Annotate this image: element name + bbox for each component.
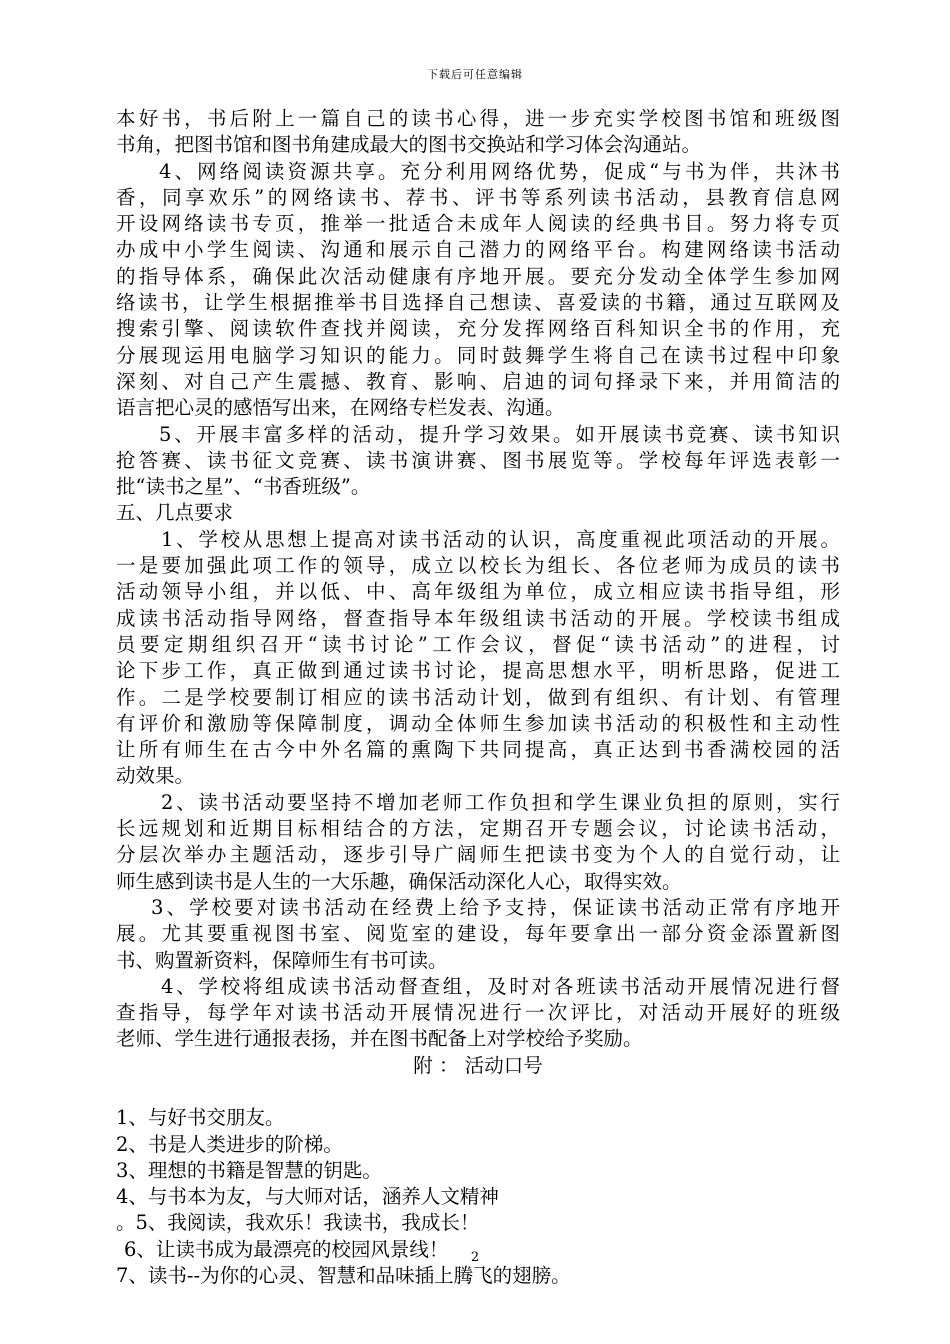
text-line: 语言把心灵的感悟写出来，在网络专栏发表、沟通。: [116, 396, 565, 420]
text-line: 论下步工作，真正做到通过读书讨论，提高思想水平，明析思路，促进工: [116, 659, 840, 683]
slogan-item: 3、理想的书籍是智慧的钥匙。: [116, 1158, 382, 1182]
text-line: 书角，把图书馆和图书角建成最大的图书交换站和学习体会沟通站。: [116, 133, 702, 157]
text-line: 3、学校要对读书活动在经费上给予支持，保证读书活动正常有序地开: [151, 895, 840, 919]
slogan-item: 。5、我阅读，我欢乐！我读书，我成长！: [116, 1211, 480, 1235]
blank-line: [116, 1079, 840, 1105]
text-line: 2、读书活动要坚持不增加老师工作负担和学生课业负担的原则，实行: [161, 790, 840, 814]
text-line: 批“读书之星”、“书香班级”。: [116, 475, 371, 499]
text-line: 附 ： 活动口号: [413, 1053, 543, 1077]
slogan-item: 6、让读书成为最漂亮的校园风景线！: [124, 1237, 449, 1261]
text-line: 作。二是学校要制订相应的读书活动计划，做到有组织、有计划、有管理: [116, 685, 840, 709]
slogan-item: 7、读书--为你的心灵、智慧和品味插上腾飞的翅膀。: [116, 1264, 571, 1288]
text-line: 办成中小学生阅读、沟通和展示自己潜力的网络平台。构建网络读书活动: [116, 238, 840, 262]
text-line: 5、开展丰富多样的活动，提升学习效果。如开展读书竞赛、读书知识: [159, 422, 840, 446]
text-line: 香，同享欢乐”的网络读书、荐书、评书等系列读书活动，县教育信息网: [116, 185, 840, 209]
text-line: 书、购置新资料，保障师生有书可读。: [116, 948, 448, 972]
page-number: 2: [470, 1250, 480, 1265]
text-line: 本好书，书后附上一篇自己的读书心得，进一步充实学校图书馆和班级图: [116, 107, 840, 130]
text-line: 开设网络读书专页，推举一批适合未成年人阅读的经典书目。努力将专页: [116, 212, 840, 236]
text-line: 师生感到读书是人生的一大乐趣，确保活动深化人心，取得实效。: [116, 869, 682, 893]
text-line: 4、网络阅读资源共享。充分利用网络优势，促成“与书为伴，共沐书: [159, 159, 840, 183]
text-line: 深刻、对自己产生震撼、教育、影响、启迪的词句择录下来，并用简洁的: [116, 369, 840, 393]
document-body: [116, 106, 840, 1289]
text-line: 长远规划和近期目标相结合的方法，定期召开专题会议，讨论读书活动，: [116, 817, 840, 841]
slogan-item: 4、与书本为友，与大师对话，涵养人文精神: [116, 1185, 499, 1209]
page-header: 下载后可任意编辑: [427, 68, 523, 81]
text-line: 抢答赛、读书征文竞赛、读书演讲赛、图书展览等。学校每年评选表彰一: [116, 448, 840, 472]
text-line: 展。尤其要重视图书室、阅览室的建设，每年要拿出一部分资金添置新图: [116, 922, 840, 946]
text-line: 查指导，每学年对读书活动开展情况进行一次评比，对活动开展好的班级: [116, 1001, 840, 1025]
slogan-item: 2、书是人类进步的阶梯。: [116, 1132, 343, 1156]
body-text: [116, 106, 840, 1079]
text-line: 分层次举办主题活动，逐步引导广阔师生把读书变为个人的自觉行动，让: [116, 843, 840, 867]
text-line: 一是要加强此项工作的领导，成立以校长为组长、各位老师为成员的读书: [116, 554, 840, 578]
text-line: 1、学校从思想上提高对读书活动的认识，高度重视此项活动的开展。: [161, 527, 840, 551]
text-line: 络读书，让学生根据推举书目选择自己想读、喜爱读的书籍，通过互联网及: [116, 291, 840, 315]
text-line: 有评价和激励等保障制度，调动全体师生参加读书活动的积极性和主动性: [116, 711, 840, 735]
text-line: 搜索引擎、阅读软件查找并阅读，充分发挥网络百科知识全书的作用，充: [116, 317, 840, 341]
text-line: 五、几点要求: [116, 501, 234, 525]
text-line: 老师、学生进行通报表扬，并在图书配备上对学校给予奖励。: [116, 1027, 643, 1051]
text-line: 的指导体系，确保此次活动健康有序地开展。要充分发动全体学生参加网: [116, 264, 840, 288]
text-line: 分展现运用电脑学习知识的能力。同时鼓舞学生将自己在读书过程中印象: [116, 343, 840, 367]
text-line: 让所有师生在古今中外名篇的熏陶下共同提高，真正达到书香满校园的活: [116, 738, 840, 762]
text-line: 成读书活动指导网络，督查指导本年级组读书活动的开展。学校读书组成: [116, 606, 840, 630]
text-line: 员要定期组织召开“读书讨论”工作会议，督促“读书活动”的进程，讨: [116, 632, 840, 656]
text-line: 4、学校将组成读书活动督查组，及时对各班读书活动开展情况进行督: [161, 974, 840, 998]
slogan-item: 1、与好书交朋友。: [116, 1106, 285, 1130]
text-line: 活动领导小组，并以低、中、高年级组为单位，成立相应读书指导组，形: [116, 580, 840, 604]
text-line: 动效果。: [116, 764, 195, 788]
